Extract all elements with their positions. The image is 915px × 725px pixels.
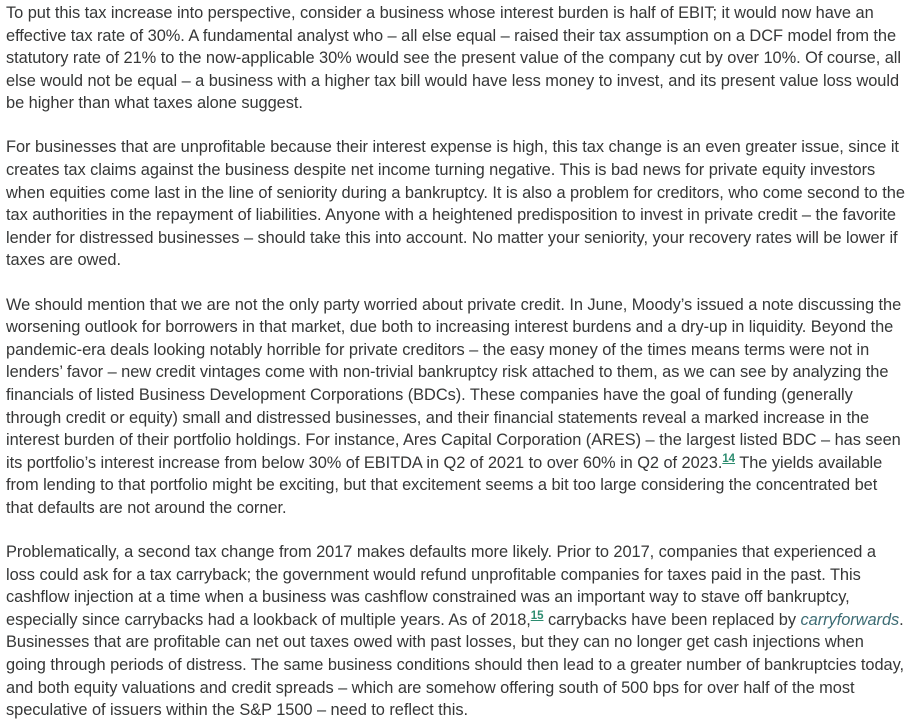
paragraph-text-before: Problematically, a second tax change from 2017 makes defaults more likely. Prior to 2017, companies that experienced a loss could ask for a tax carryback; the government would refund unprofitable companies for taxes paid in the past. This cashflow injection at a time when a business was cashflow constrained was an important way to stave off bankruptcy, especially since carrybacks had a lookback of multiple years. As of 2018, xyxy=(6,542,876,629)
paragraph-unprofitable-businesses xyxy=(6,136,907,272)
paragraph-text-after: The yields available from lending to that portfolio might be exciting, but that excitement seems a bit too large considering the concentrated bet that defaults are not around the corner. xyxy=(6,453,883,517)
footnote-link-14[interactable]: 14 xyxy=(722,452,736,465)
carryforwards-link[interactable]: carryforwards xyxy=(800,610,900,629)
paragraph-tax-carryback xyxy=(6,541,907,722)
paragraph-private-credit xyxy=(6,294,907,520)
paragraph-text-middle: carrybacks have been replaced by xyxy=(543,610,801,629)
paragraph-text: For businesses that are unprofitable because their interest expense is high, this tax change is an even greater issue, since it creates tax claims against the business despite net income turning negative. This is bad news for private equity investors when equities come last in the line of seniority during a bankruptcy. It is also a problem for creditors, who come second to the tax authorities in the repayment of liabilities. Anyone with a heightened predisposition to invest in private credit – the favorite lender for distressed businesses – should take this into account. No matter your seniority, your recovery rates will be lower if taxes are owed. xyxy=(6,138,905,270)
footnote-link-15[interactable]: 15 xyxy=(530,609,544,622)
paragraph-text-before: We should mention that we are not the only party worried about private credit. In June, Moody’s issued a note discussing the worsening outlook for borrowers in that market, due both to increasing interest burdens and a dry-up in liquidity. Beyond the pandemic-era deals looking notably horrible for private creditors – the easy money of the times means terms were not in lenders’ favor – new credit vintages come with non-trivial bankruptcy risk attached to them, as we can see by analyzing the financials of listed Business Development Corporations (BDCs). These companies have the goal of funding (generally through credit or equity) small and distressed businesses, and their financial statements reveal a marked increase in the interest burden of their portfolio holdings. For instance, Ares Capital Corporation (ARES) – the largest listed BDC – has seen its portfolio’s interest increase from below 30% of EBITDA in Q2 of 2021 to over 60% in Q2 of 2023. xyxy=(6,295,902,472)
paragraph-text: To put this tax increase into perspective, consider a business whose interest burden is half of EBIT; it would now have an effective tax rate of 30%. A fundamental analyst who – all else equal – raised their tax assumption on a DCF model from the statutory rate of 21% to the now-applicable 30% would see the present value of the company cut by over 10%. Of course, all else would not be equal – a business with a higher tax bill would have less money to invest, and its present value loss would be higher than what taxes alone suggest. xyxy=(6,4,901,113)
article-body xyxy=(0,2,907,722)
paragraph-text-after: . Businesses that are profitable can net out taxes owed with past losses, but they can no longer get cash injections when going through periods of distress. The same business conditions should then lead to a greater number of bankruptcies today, and both equity valuations and credit spreads – which are somehow offering south of 500 bps for over half of the most speculative of issuers within the S&P 1500 – need to reflect this. xyxy=(6,610,905,720)
paragraph-tax-perspective xyxy=(6,2,907,115)
